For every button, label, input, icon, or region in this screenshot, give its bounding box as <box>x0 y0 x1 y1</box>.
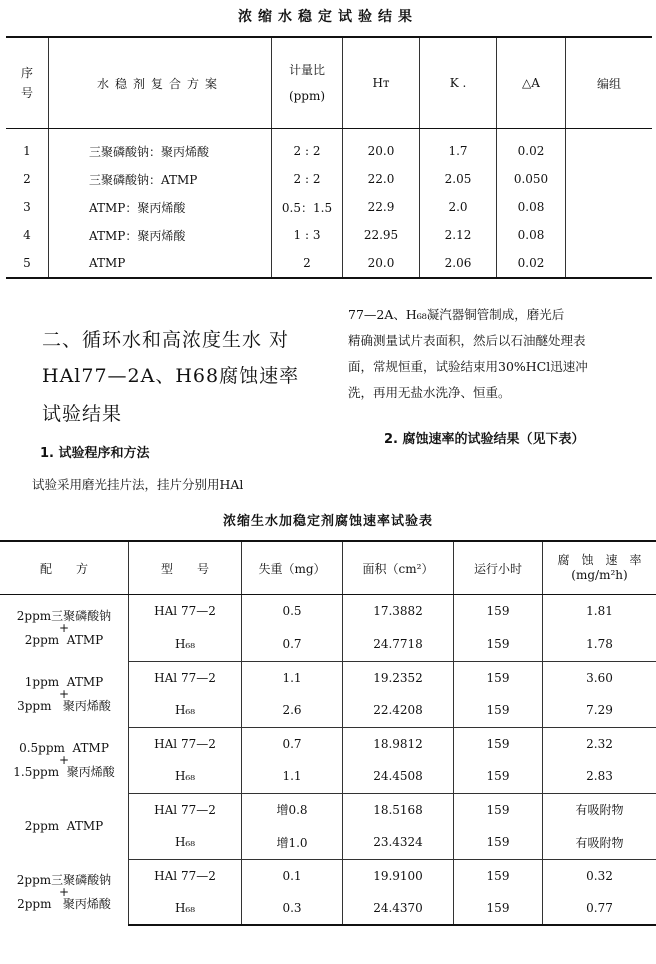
table2-row <box>0 859 656 892</box>
corrosion-table <box>0 540 656 926</box>
plus-sign: + <box>58 687 70 701</box>
table2-header-row <box>0 541 656 595</box>
t1-col-no: 序 号 <box>6 37 49 129</box>
t2-cell-model: H₆₈ <box>129 760 242 793</box>
t2-cell-area: 19.2352 <box>343 661 454 694</box>
table1-title: 浓缩水稳定试验结果 <box>238 9 418 25</box>
t2-cell-area: 24.4508 <box>343 760 454 793</box>
t2-cell-loss: 0.7 <box>242 628 343 661</box>
t1-cell-recipe: ATMP <box>49 249 272 278</box>
t2-cell-recipe <box>0 793 129 859</box>
t1-cell-group <box>566 221 653 249</box>
t1-col-ht: Hᴛ <box>343 37 420 129</box>
subsection-1-heading: 1. 试验程序和方法 <box>40 446 150 461</box>
t2-cell-model: HAl 77—2 <box>129 859 242 892</box>
t1-cell-ht: 20.0 <box>343 249 420 278</box>
t1-cell-k: 2.05 <box>420 165 497 193</box>
recipe-component-a: 2ppm三聚磷酸钠 <box>16 873 112 887</box>
t1-cell-k: 1.7 <box>420 129 497 166</box>
t2-cell-loss: 2.6 <box>242 694 343 727</box>
t2-cell-area: 19.9100 <box>343 859 454 892</box>
t1-cell-ratio: 1 : 3 <box>272 221 343 249</box>
method-text-right-4: 洗，再用无盐水洗净、恒重。 <box>348 385 511 400</box>
t2-col-hours: 运行小时 <box>454 541 543 595</box>
t2-cell-rate: 0.32 <box>543 859 656 892</box>
t2-cell-hours: 159 <box>454 859 543 892</box>
t2-cell-hours: 159 <box>454 628 543 661</box>
t2-cell-model: HAl 77—2 <box>129 727 242 760</box>
section2-heading-3: 试验结果 <box>42 403 123 425</box>
t2-cell-rate: 有吸附物 <box>543 793 656 826</box>
recipe-component-a: 1ppm ATMP <box>24 675 104 689</box>
t2-cell-area: 17.3882 <box>343 595 454 628</box>
table1-header-row <box>6 37 652 129</box>
t2-cell-model: HAl 77—2 <box>129 661 242 694</box>
recipe-component-a: 2ppm三聚磷酸钠 <box>16 609 112 623</box>
table1-row <box>6 221 652 249</box>
recipe-component-b: 1.5ppm 聚丙烯酸 <box>13 765 115 779</box>
t2-cell-area: 23.4324 <box>343 826 454 859</box>
t2-cell-model: H₆₈ <box>129 892 242 925</box>
t1-col-ratio: 计量比 (ppm) <box>272 37 343 129</box>
subsection-2-heading: 2. 腐蚀速率的试验结果（见下表） <box>384 432 585 447</box>
t1-cell-da: 0.050 <box>497 165 566 193</box>
t1-col-da: △A <box>497 37 566 129</box>
t2-cell-hours: 159 <box>454 727 543 760</box>
t1-cell-no: 3 <box>23 200 31 214</box>
table1-row <box>6 249 652 278</box>
table2-row <box>0 727 656 760</box>
t1-cell-da: 0.08 <box>497 193 566 221</box>
t1-cell-recipe: ATMP：聚丙烯酸 <box>49 193 272 221</box>
plus-sign: + <box>58 753 70 767</box>
t1-cell-no: 5 <box>6 249 49 278</box>
section2-heading-2: HAl77—2A、H68腐蚀速率 <box>42 365 300 387</box>
t2-cell-rate: 0.77 <box>543 892 656 925</box>
t1-cell-k: 2.0 <box>420 193 497 221</box>
t2-cell-area: 22.4208 <box>343 694 454 727</box>
t2-cell-model: HAl 77—2 <box>129 793 242 826</box>
t1-cell-group <box>566 193 653 221</box>
t2-cell-area: 24.7718 <box>343 628 454 661</box>
t1-cell-ht: 20.0 <box>343 129 420 166</box>
t2-cell-rate: 3.60 <box>543 661 656 694</box>
t2-cell-recipe <box>0 661 129 727</box>
t2-cell-hours: 159 <box>454 793 543 826</box>
t2-col-area: 面积（cm²） <box>343 541 454 595</box>
table2-title: 浓缩生水加稳定剂腐蚀速率试验表 <box>222 514 433 529</box>
t2-col-rate: 腐 蚀 速 率 (mg/m²h) <box>543 541 656 595</box>
t2-cell-loss: 0.1 <box>242 859 343 892</box>
method-text-right-2: 精确测量试片表面积，然后以石油醚处理表 <box>348 333 586 348</box>
t2-cell-hours: 159 <box>454 595 543 628</box>
t1-cell-group <box>566 165 653 193</box>
t2-col-recipe: 配 方 <box>0 541 129 595</box>
t2-col-model: 型 号 <box>129 541 242 595</box>
recipe-component-a: 2ppm ATMP <box>24 819 104 833</box>
t1-cell-ratio: 2 <box>272 249 343 278</box>
t2-cell-loss: 0.7 <box>242 727 343 760</box>
recipe-component-b: 2ppm 聚丙烯酸 <box>17 897 111 911</box>
t1-cell-da: 0.02 <box>497 129 566 166</box>
t2-cell-loss: 增1.0 <box>242 826 343 859</box>
section2-heading-1: 二、循环水和高浓度生水 对 <box>42 329 290 351</box>
method-text-right-1: 77—2A、H₆₈凝汽器铜管制成，磨光后 <box>348 307 565 322</box>
t2-cell-model: H₆₈ <box>129 826 242 859</box>
t1-cell-k: 2.12 <box>420 221 497 249</box>
t1-cell-no: 2 <box>23 172 31 186</box>
table2-row <box>0 661 656 694</box>
t2-cell-hours: 159 <box>454 892 543 925</box>
t1-cell-recipe: 三聚磷酸钠：ATMP <box>49 165 272 193</box>
t1-col-k: K . <box>420 37 497 129</box>
t2-cell-area: 18.5168 <box>343 793 454 826</box>
t2-cell-rate: 2.83 <box>543 760 656 793</box>
t2-cell-rate: 2.32 <box>543 727 656 760</box>
t1-cell-k: 2.06 <box>420 249 497 278</box>
t1-cell-group <box>566 129 653 166</box>
t1-cell-recipe: 三聚磷酸钠：聚丙烯酸 <box>49 129 272 166</box>
t2-cell-loss: 1.1 <box>242 661 343 694</box>
t2-cell-model: HAl 77—2 <box>129 595 242 628</box>
method-text-right-3: 面，常规恒重，试验结束用30%HCl迅速冲 <box>348 359 588 374</box>
t1-cell-ht: 22.0 <box>343 165 420 193</box>
t2-cell-loss: 增0.8 <box>242 793 343 826</box>
stability-table <box>6 36 652 279</box>
plus-sign: + <box>58 885 70 899</box>
t1-cell-no: 1 <box>23 144 31 158</box>
t2-cell-hours: 159 <box>454 760 543 793</box>
table1-row <box>6 129 652 166</box>
t2-cell-model: H₆₈ <box>129 694 242 727</box>
t2-cell-recipe <box>0 595 129 662</box>
t2-cell-rate: 有吸附物 <box>543 826 656 859</box>
t1-col-recipe: 水稳剂复合方案 <box>49 37 272 129</box>
t2-cell-model: H₆₈ <box>129 628 242 661</box>
t2-cell-hours: 159 <box>454 826 543 859</box>
t1-cell-ht: 22.9 <box>343 193 420 221</box>
t1-cell-ht: 22.95 <box>343 221 420 249</box>
t2-cell-area: 24.4370 <box>343 892 454 925</box>
t2-cell-rate: 1.78 <box>543 628 656 661</box>
t1-cell-da: 0.08 <box>497 221 566 249</box>
table2-row <box>0 595 656 628</box>
t2-cell-hours: 159 <box>454 661 543 694</box>
t2-cell-loss: 1.1 <box>242 760 343 793</box>
table2-row <box>0 793 656 826</box>
t2-cell-rate: 1.81 <box>543 595 656 628</box>
t2-cell-hours: 159 <box>454 694 543 727</box>
recipe-component-a: 0.5ppm ATMP <box>19 741 109 755</box>
t2-cell-recipe <box>0 727 129 793</box>
t1-cell-ratio: 2 : 2 <box>272 165 343 193</box>
t2-cell-loss: 0.5 <box>242 595 343 628</box>
t1-cell-group <box>566 249 653 278</box>
t2-cell-recipe <box>0 859 129 925</box>
t1-cell-no: 4 <box>23 228 31 242</box>
t1-cell-da: 0.02 <box>497 249 566 278</box>
t1-cell-ratio: 2 : 2 <box>272 129 343 166</box>
table1-row <box>6 193 652 221</box>
recipe-component-b: 3ppm 聚丙烯酸 <box>17 699 111 713</box>
t2-cell-area: 18.9812 <box>343 727 454 760</box>
t1-cell-recipe: ATMP：聚丙烯酸 <box>49 221 272 249</box>
recipe-component-b: 2ppm ATMP <box>24 633 104 647</box>
table1-row <box>6 165 652 193</box>
t2-col-loss: 失重（mg） <box>242 541 343 595</box>
t2-cell-loss: 0.3 <box>242 892 343 925</box>
t1-cell-ratio: 0.5：1.5 <box>272 193 343 221</box>
t1-col-group: 编组 <box>566 37 653 129</box>
method-text-left: 试验采用磨光挂片法，挂片分别用HAl <box>32 477 244 492</box>
plus-sign: + <box>58 621 70 635</box>
t2-cell-rate: 7.29 <box>543 694 656 727</box>
